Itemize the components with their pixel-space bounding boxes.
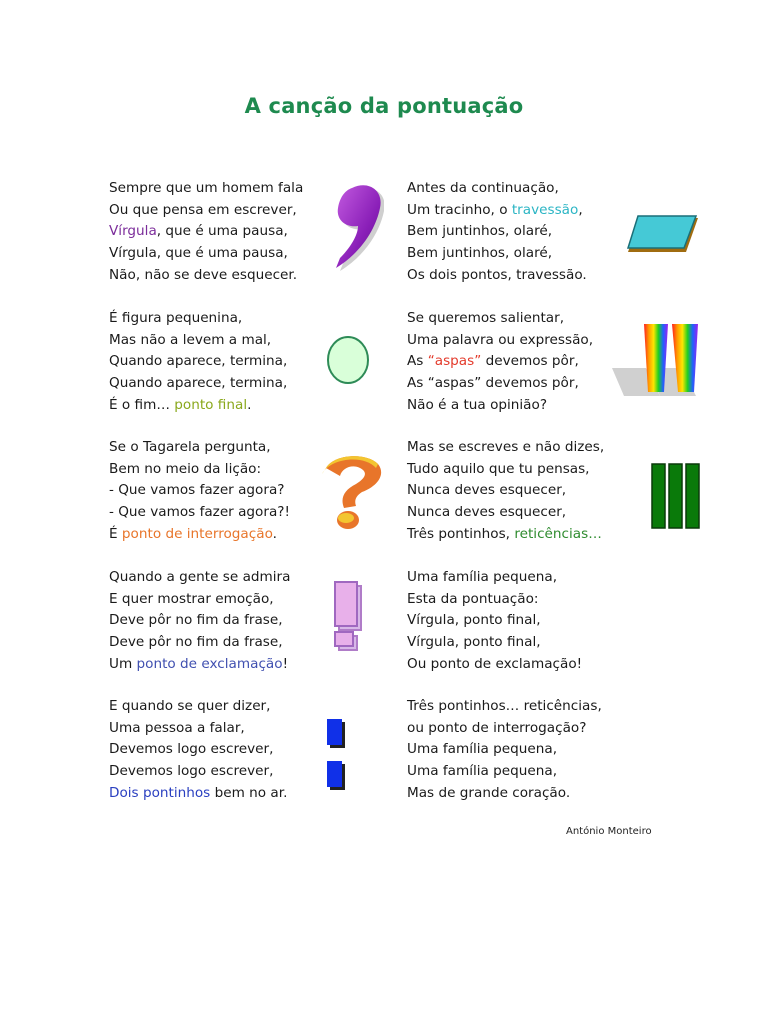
poem-line: E quer mostrar emoção,	[109, 590, 274, 607]
poem-line: É ponto de interrogação.	[109, 525, 277, 542]
poem-line: Um tracinho, o travessão,	[407, 201, 583, 218]
poem-line: Vírgula, ponto final,	[407, 634, 541, 651]
comma-icon	[322, 180, 384, 272]
poem-line: Uma pessoa a falar,	[109, 719, 245, 736]
poem-line: Quando aparece, termina,	[109, 375, 288, 392]
question-mark-icon	[316, 452, 388, 532]
poem-line: Bem juntinhos, olaré,	[407, 245, 553, 262]
poem-line: Deve pôr no fim da frase,	[109, 612, 283, 629]
poem-line: Não, não se deve esquecer.	[109, 266, 298, 283]
poem-line: Mas não a levem a mal,	[109, 331, 272, 348]
poem-line: Uma família pequena,	[407, 763, 558, 780]
poem-line: Vírgula, que é uma pausa,	[109, 245, 288, 262]
poem-line: Tudo aquilo que tu pensas,	[407, 460, 590, 477]
poem-line: Esta da pontuação:	[407, 590, 539, 607]
poem-line: Não é a tua opinião?	[407, 396, 548, 413]
highlight-reticencias: reticências…	[514, 525, 602, 542]
poem-line: Se queremos salientar,	[407, 310, 565, 326]
stanza-reticencias	[407, 437, 604, 545]
poem-line: E quando se quer dizer,	[109, 698, 271, 714]
poem-line: Vírgula, que é uma pausa,	[109, 223, 288, 240]
poem-line: Uma palavra ou expressão,	[407, 331, 594, 348]
poem-line: Deve pôr no fim da frase,	[109, 634, 283, 651]
poem-line: Antes da continuação,	[407, 180, 559, 196]
poem-line: Devemos logo escrever,	[109, 763, 274, 780]
poem-line: - Que vamos fazer agora?	[109, 482, 285, 499]
quotation-marks-icon	[608, 320, 704, 402]
poem-line: Nunca deves esquecer,	[407, 504, 567, 521]
poem-line: Um ponto de exclamação!	[109, 655, 289, 672]
poem-line: Três pontinhos… reticências,	[407, 698, 602, 714]
dash-icon	[626, 214, 702, 258]
poem-line: É o fim… ponto final.	[109, 396, 252, 413]
stanza-final	[407, 696, 602, 804]
poem-line: Quando aparece, termina,	[109, 353, 288, 370]
highlight-exclamacao: ponto de exclamação	[136, 655, 283, 672]
poem-line: Vírgula, ponto final,	[407, 612, 541, 629]
poem-line: Ou ponto de exclamação!	[407, 655, 583, 672]
stanza-virgula	[109, 178, 303, 286]
poem-line: Se o Tagarela pergunta,	[109, 439, 271, 455]
poem-line: - Que vamos fazer agora?!	[109, 504, 290, 521]
highlight-travessao: travessão	[511, 201, 579, 218]
highlight-dois-pontos: Dois pontinhos	[109, 784, 211, 801]
poem-line: É figura pequenina,	[109, 310, 243, 326]
highlight-virgula: Vírgula	[109, 223, 157, 240]
stanza-exclamacao	[109, 567, 290, 675]
poem-line: Bem juntinhos, olaré,	[407, 223, 553, 240]
poem-line: Dois pontinhos bem no ar.	[109, 784, 288, 801]
full-stop-icon	[324, 334, 372, 386]
poem-line: Bem no meio da lição:	[109, 460, 262, 477]
poem-line: Mas se escreves e não dizes,	[407, 439, 605, 455]
highlight-aspas: “aspas”	[427, 353, 482, 370]
stanza-aspas	[407, 308, 593, 416]
poem-line: Nunca deves esquecer,	[407, 482, 567, 499]
author-credit: António Monteiro	[566, 826, 652, 837]
stanza-dois-pontos	[109, 696, 287, 804]
ellipsis-icon	[650, 462, 702, 530]
exclamation-mark-icon	[330, 580, 364, 652]
stanza-ponto-final	[109, 308, 287, 416]
stanza-travessao	[407, 178, 587, 286]
poem-line: Uma família pequena,	[407, 741, 558, 758]
highlight-ponto-final: ponto final	[174, 396, 248, 413]
poem-line: As “aspas” devemos pôr,	[407, 353, 579, 370]
poem-title: A canção da pontuação	[244, 94, 524, 118]
stanza-familia	[407, 567, 582, 675]
stanza-interrogacao	[109, 437, 290, 545]
highlight-interrogacao: ponto de interrogação	[121, 525, 273, 542]
poem-line: ou ponto de interrogação?	[407, 719, 587, 736]
poem-line: Devemos logo escrever,	[109, 741, 274, 758]
poem-line: Mas de grande coração.	[407, 784, 571, 801]
poem-line: Sempre que um homem fala	[109, 180, 304, 196]
poem-line: Os dois pontos, travessão.	[407, 266, 587, 283]
colon-icon	[325, 718, 349, 794]
poem-line: Uma família pequena,	[407, 569, 558, 585]
poem-line: Três pontinhos, reticências…	[407, 525, 602, 542]
poem-line: Ou que pensa em escrever,	[109, 201, 297, 218]
poem-line: As “aspas” devemos pôr,	[407, 375, 579, 392]
poem-line: Quando a gente se admira	[109, 569, 291, 585]
